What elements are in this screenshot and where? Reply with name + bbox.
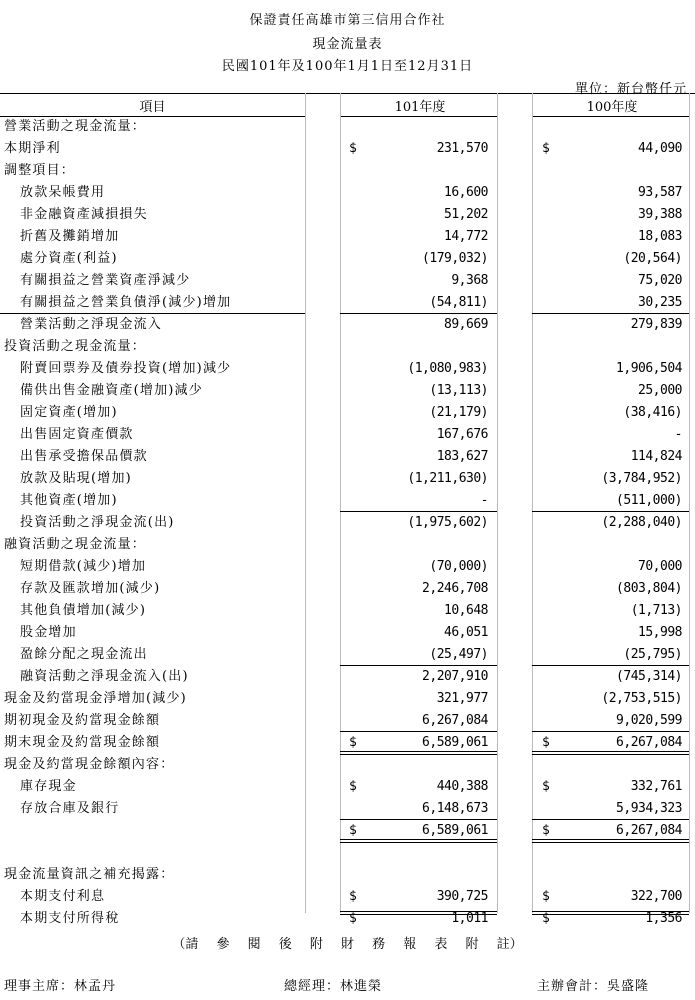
row-label: 附賣回票券及債券投資(增加)減少 xyxy=(20,361,232,376)
value-year-100: 279,839 xyxy=(630,317,682,332)
value-year-101: 231,570 xyxy=(436,141,488,156)
row-label: 現金及約當現金餘額內容： xyxy=(4,757,175,772)
double-rule xyxy=(340,911,497,915)
double-rule xyxy=(532,839,689,843)
currency-symbol: $ xyxy=(349,911,357,926)
table-row xyxy=(0,666,695,688)
row-label: 出售固定資產價款 xyxy=(20,427,134,442)
row-label: 投資活動之淨現金流(出) xyxy=(20,515,175,530)
value-year-101: (54,811) xyxy=(429,295,488,310)
value-year-100: (511,000) xyxy=(616,493,682,508)
row-label: 存放合庫及銀行 xyxy=(20,801,120,816)
row-label: 現金及約當現金淨增加(減少) xyxy=(4,691,187,706)
value-year-100: (3,784,952) xyxy=(601,471,682,486)
table-row xyxy=(0,226,695,248)
row-label: 期初現金及約當現金餘額 xyxy=(4,713,161,728)
row-label: 現金流量資訊之補充揭露： xyxy=(4,867,175,882)
value-year-100: 44,090 xyxy=(638,141,682,156)
column-header-year-100: 100年度 xyxy=(586,100,638,115)
value-year-101: 1,011 xyxy=(451,911,488,926)
value-year-100: 6,267,084 xyxy=(616,735,682,750)
table-row xyxy=(0,182,695,204)
table-row xyxy=(0,160,695,182)
row-label: 營業活動之現金流量： xyxy=(4,119,147,134)
table-row xyxy=(0,292,695,314)
value-year-101: 6,148,673 xyxy=(422,801,488,816)
value-year-100: - xyxy=(674,427,682,442)
row-label: 備供出售金融資產(增加)減少 xyxy=(20,383,203,398)
value-year-100: 1,356 xyxy=(645,911,682,926)
currency-symbol: $ xyxy=(542,823,550,838)
value-year-101: 183,627 xyxy=(436,449,488,464)
value-year-101: 2,246,708 xyxy=(422,581,488,596)
value-year-100: 332,761 xyxy=(630,779,682,794)
value-year-101: 9,368 xyxy=(451,273,488,288)
table-row xyxy=(0,886,695,908)
value-year-100: 75,020 xyxy=(638,273,682,288)
total-rule xyxy=(340,731,497,732)
row-label: 期末現金及約當現金餘額 xyxy=(4,735,161,750)
value-year-101: 14,772 xyxy=(444,229,488,244)
row-label: 股金增加 xyxy=(20,625,77,640)
subtotal-rule xyxy=(532,511,689,512)
table-row xyxy=(0,336,695,358)
double-rule xyxy=(532,911,689,915)
value-year-101: (179,032) xyxy=(422,251,488,266)
footnote: （請 參 閱 後 附 財 務 報 表 附 註） xyxy=(172,937,523,952)
value-year-100: 114,824 xyxy=(630,449,682,464)
value-year-100: (2,753,515) xyxy=(601,691,682,706)
value-year-101: (13,113) xyxy=(429,383,488,398)
value-year-100: (20,564) xyxy=(623,251,682,266)
table-row xyxy=(0,204,695,226)
table-row xyxy=(0,842,695,864)
subtotal-rule xyxy=(340,313,497,314)
total-rule xyxy=(340,819,497,820)
value-year-101: 89,669 xyxy=(444,317,488,332)
currency-symbol: $ xyxy=(542,889,550,904)
row-label: 本期支付所得稅 xyxy=(20,911,120,926)
table-row xyxy=(0,798,695,820)
value-year-100: (2,288,040) xyxy=(601,515,682,530)
subtotal-rule xyxy=(532,665,689,666)
value-year-100: 39,388 xyxy=(638,207,682,222)
value-year-100: (38,416) xyxy=(623,405,682,420)
row-label: 投資活動之現金流量： xyxy=(4,339,147,354)
value-year-100: 18,083 xyxy=(638,229,682,244)
row-label: 營業活動之淨現金流入 xyxy=(20,317,163,332)
row-label: 有關損益之營業負債淨(減少)增加 xyxy=(20,295,232,310)
table-row xyxy=(0,710,695,732)
value-year-101: 6,589,061 xyxy=(422,823,488,838)
row-label: 調整項目： xyxy=(4,163,76,178)
subtotal-rule xyxy=(340,511,497,512)
value-year-100: (25,795) xyxy=(623,647,682,662)
value-year-101: 6,589,061 xyxy=(422,735,488,750)
value-year-100: (1,713) xyxy=(630,603,682,618)
value-year-101: 16,600 xyxy=(444,185,488,200)
total-rule xyxy=(532,819,689,820)
row-label: 處分資產(利益) xyxy=(20,251,118,266)
currency-symbol: $ xyxy=(542,779,550,794)
value-year-100: 6,267,084 xyxy=(616,823,682,838)
table-row xyxy=(0,468,695,490)
column-header-item: 項目 xyxy=(139,100,166,115)
row-label: 固定資產(增加) xyxy=(20,405,118,420)
company-title: 保證責任高雄市第三信用合作社 xyxy=(249,13,446,28)
table-row xyxy=(0,864,695,886)
row-label: 融資活動之現金流量： xyxy=(4,537,147,552)
value-year-101: 440,388 xyxy=(436,779,488,794)
table-row xyxy=(0,116,695,138)
value-year-100: 5,934,323 xyxy=(616,801,682,816)
table-row xyxy=(0,270,695,292)
value-year-100: 322,700 xyxy=(630,889,682,904)
value-year-101: 167,676 xyxy=(436,427,488,442)
currency-symbol: $ xyxy=(349,823,357,838)
value-year-101: 390,725 xyxy=(436,889,488,904)
statement-period: 民國101年及100年1月1日至12月31日 xyxy=(221,59,474,74)
value-year-101: 2,207,910 xyxy=(422,669,488,684)
signature-accountant: 主辦會計：吳盛隆 xyxy=(537,979,650,994)
header-top-rule xyxy=(0,93,695,94)
table-row xyxy=(0,754,695,776)
row-label: 放款呆帳費用 xyxy=(20,185,106,200)
subtotal-rule xyxy=(340,665,497,666)
currency-symbol: $ xyxy=(542,141,550,156)
row-label: 存款及匯款增加(減少) xyxy=(20,581,161,596)
currency-symbol: $ xyxy=(542,735,550,750)
currency-symbol: $ xyxy=(542,911,550,926)
value-year-101: (1,080,983) xyxy=(407,361,488,376)
signature-manager: 總經理：林進榮 xyxy=(284,979,383,994)
value-year-101: 46,051 xyxy=(444,625,488,640)
table-row xyxy=(0,688,695,710)
row-label: 其他資產(增加) xyxy=(20,493,118,508)
value-year-100: (745,314) xyxy=(616,669,682,684)
table-row xyxy=(0,534,695,556)
double-rule xyxy=(340,839,497,843)
value-year-101: 51,202 xyxy=(444,207,488,222)
currency-symbol: $ xyxy=(349,889,357,904)
value-year-100: 70,000 xyxy=(638,559,682,574)
table-row xyxy=(0,512,695,534)
row-label: 本期淨利 xyxy=(4,141,61,156)
table-row xyxy=(0,380,695,402)
table-row xyxy=(0,622,695,644)
subtotal-rule xyxy=(532,313,689,314)
subtotal-rule xyxy=(0,313,305,314)
double-rule xyxy=(340,751,497,755)
currency-symbol: $ xyxy=(349,779,357,794)
statement-title: 現金流量表 xyxy=(312,37,383,52)
value-year-101: (70,000) xyxy=(429,559,488,574)
row-label: 有關損益之營業資產淨減少 xyxy=(20,273,191,288)
table-row xyxy=(0,578,695,600)
row-label: 放款及貼現(增加) xyxy=(20,471,132,486)
signature-chairman: 理事主席：林孟丹 xyxy=(4,979,117,994)
value-year-101: (25,497) xyxy=(429,647,488,662)
row-label: 出售承受擔保品價款 xyxy=(20,449,148,464)
value-year-100: (803,804) xyxy=(616,581,682,596)
row-label: 短期借款(減少)增加 xyxy=(20,559,147,574)
row-label: 其他負債增加(減少) xyxy=(20,603,147,618)
value-year-100: 25,000 xyxy=(638,383,682,398)
row-label: 庫存現金 xyxy=(20,779,77,794)
value-year-100: 9,020,599 xyxy=(616,713,682,728)
currency-symbol: $ xyxy=(349,141,357,156)
table-row xyxy=(0,424,695,446)
table-row xyxy=(0,138,695,160)
table-row xyxy=(0,556,695,578)
table-row xyxy=(0,644,695,666)
table-row xyxy=(0,314,695,336)
value-year-101: 321,977 xyxy=(436,691,488,706)
row-label: 非金融資產減損損失 xyxy=(20,207,148,222)
row-label: 本期支付利息 xyxy=(20,889,106,904)
table-row xyxy=(0,402,695,424)
table-row xyxy=(0,248,695,270)
total-rule xyxy=(532,731,689,732)
value-year-101: 10,648 xyxy=(444,603,488,618)
value-year-101: (1,975,602) xyxy=(407,515,488,530)
double-rule xyxy=(532,751,689,755)
value-year-101: 6,267,084 xyxy=(422,713,488,728)
table-row xyxy=(0,600,695,622)
value-year-100: 1,906,504 xyxy=(616,361,682,376)
currency-symbol: $ xyxy=(349,735,357,750)
value-year-101: (1,211,630) xyxy=(407,471,488,486)
row-label: 盈餘分配之現金流出 xyxy=(20,647,148,662)
table-row xyxy=(0,358,695,380)
row-label: 折舊及攤銷增加 xyxy=(20,229,120,244)
row-label: 融資活動之淨現金流入(出) xyxy=(20,669,189,684)
table-row xyxy=(0,446,695,468)
table-row xyxy=(0,776,695,798)
value-year-101: - xyxy=(480,493,488,508)
table-row xyxy=(0,490,695,512)
value-year-100: 30,235 xyxy=(638,295,682,310)
value-year-100: 93,587 xyxy=(638,185,682,200)
currency-unit: 單位：新台幣仟元 xyxy=(574,82,687,97)
value-year-101: (21,179) xyxy=(429,405,488,420)
value-year-100: 15,998 xyxy=(638,625,682,640)
column-header-year-101: 101年度 xyxy=(394,100,446,115)
